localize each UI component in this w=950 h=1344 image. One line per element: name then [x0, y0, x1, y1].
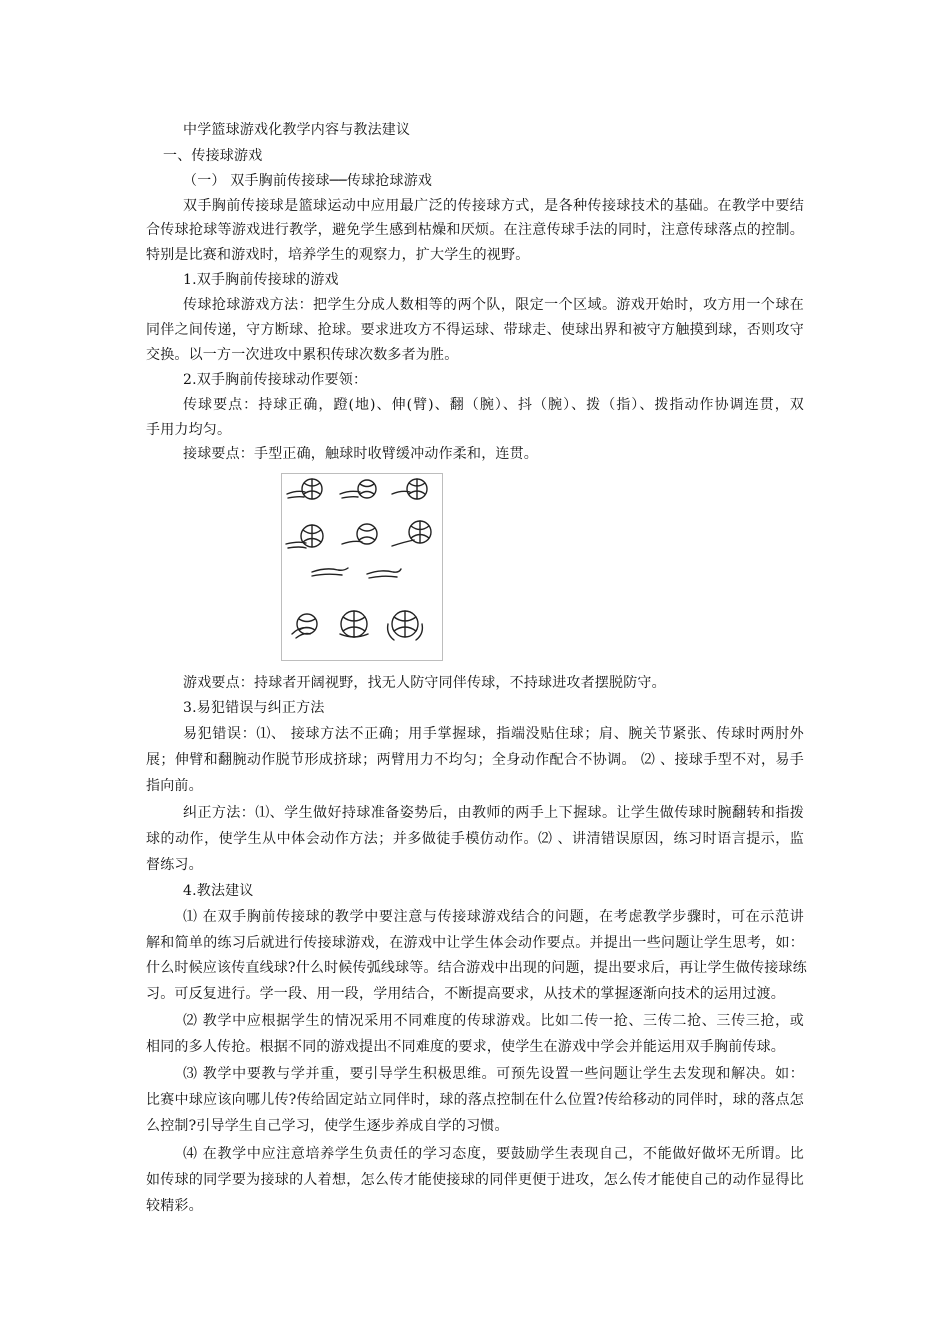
method-line: 传球抢球游戏方法：把学生分成人数相等的两个队，限定一个区域。游戏开始时，攻方用一个球在 [183, 297, 804, 313]
errors-line: 展；伸臂和翻腕动作脱节形成挤球；两臂用力不均匀；全身动作配合不协调。 ⑵ 、接球手型不对，易手 [146, 752, 804, 768]
intro-line: 双手胸前传接球是篮球运动中应用最广泛的传接球方式，是各种传接球技术的基础。在教学中要结 [183, 198, 804, 214]
subsection-heading: （一） 双手胸前传接球──传球抢球游戏 [183, 173, 433, 189]
section-heading: 一、传接球游戏 [163, 148, 263, 164]
errors-line: 指向前。 [146, 778, 203, 794]
suggestion-1-line: ⑴ 在双手胸前传接球的教学中要注意与传接球游戏结合的问题，在考虑教学步骤时，可在示范讲 [183, 909, 804, 925]
intro-line: 特别是比赛和游戏时，培养学生的观察力，扩大学生的视野。 [146, 247, 530, 263]
suggestion-2-line: ⑵ 教学中应根据学生的情况采用不同难度的传球游戏。比如二传一抢、三传二抢、三传三抢，或 [183, 1013, 804, 1029]
corrections-line: 纠正方法：⑴、学生做好持球准备姿势后，由教师的两手上下握球。让学生做传球时腕翻转和指拨 [183, 805, 804, 821]
heading-3: 3.易犯错误与纠正方法 [183, 700, 325, 716]
catch-points: 接球要点：手型正确，触球时收臂缓冲动作柔和，连贯。 [183, 446, 538, 462]
suggestion-4-line: ⑷ 在教学中应注意培养学生负责任的学习态度，要鼓励学生表现自己，不能做好做坏无所谓。比 [183, 1146, 804, 1162]
method-line: 同伴之间传递，守方断球、抢球。要求进攻方不得运球、带球走、使球出界和被守方触摸到球，否则攻守 [146, 322, 804, 338]
suggestion-3-line: 比赛中球应该向哪儿传?传给固定站立同伴时，球的落点控制在什么位置?传给移动的同伴时，球的落点怎 [146, 1092, 804, 1108]
pass-points-line: 手用力均匀。 [146, 422, 232, 438]
method-line: 交换。以一方一次进攻中累积传球次数多者为胜。 [146, 347, 459, 363]
suggestion-1-line: 习。可反复进行。学一段、用一段，学用结合，不断提高要求，从技术的掌握逐渐向技术的运用过渡。 [146, 986, 785, 1002]
suggestion-1-line: 解和简单的练习后就进行传接球游戏，在游戏中让学生体会动作要点。并提出一些问题让学生思考，如： [146, 935, 804, 951]
suggestion-1-line: 什么时候应该传直线球?什么时候传弧线球等。结合游戏中出现的问题，提出要求后，再让学生做传接球练 [146, 960, 807, 976]
game-points: 游戏要点：持球者开阔视野，找无人防守同伴传球，不持球进攻者摆脱防守。 [183, 675, 666, 691]
suggestion-4-line: 如传球的同学要为接球的人着想，怎么传才能使接球的同伴更便于进攻，怎么传才能使自己的动作显得比 [146, 1172, 804, 1188]
suggestion-3-line: 么控制?引导学生自己学习，使学生逐步养成自学的习惯。 [146, 1118, 509, 1134]
heading-1: 1.双手胸前传接球的游戏 [183, 272, 339, 288]
errors-line: 易犯错误：⑴、 接球方法不正确；用手掌握球，指端没贴住球；肩、腕关节紧张、传球时两肘外 [183, 726, 804, 742]
intro-line: 合传球抢球等游戏进行教学，避免学生感到枯燥和厌烦。在注意传球手法的同时，注意传球落点的控制。 [146, 222, 804, 238]
suggestion-3-line: ⑶ 教学中要教与学并重，要引导学生积极思维。可预先设置一些问题让学生去发现和解决。如： [183, 1066, 804, 1082]
corrections-line: 督练习。 [146, 857, 203, 873]
suggestion-4-line: 较精彩。 [146, 1198, 203, 1214]
basketball-hands-illustration-icon [281, 473, 443, 661]
suggestion-2-line: 相同的多人传抢。根据不同的游戏提出不同难度的要求，使学生在游戏中学会并能运用双手胸前传球。 [146, 1039, 785, 1055]
heading-4: 4.教法建议 [183, 883, 254, 899]
corrections-line: 球的动作，使学生从中体会动作方法；并多做徒手模仿动作。⑵ 、讲清错误原因，练习时语言提示，监 [146, 831, 804, 847]
heading-2: 2.双手胸前传接球动作要领： [183, 372, 368, 388]
document-title: 中学篮球游戏化教学内容与教法建议 [183, 122, 411, 138]
pass-points-line: 传球要点：持球正确，蹬(地)、伸(臂)、翻（腕）、抖（腕）、拨（指）、拨指动作协调连贯，双 [183, 397, 804, 413]
